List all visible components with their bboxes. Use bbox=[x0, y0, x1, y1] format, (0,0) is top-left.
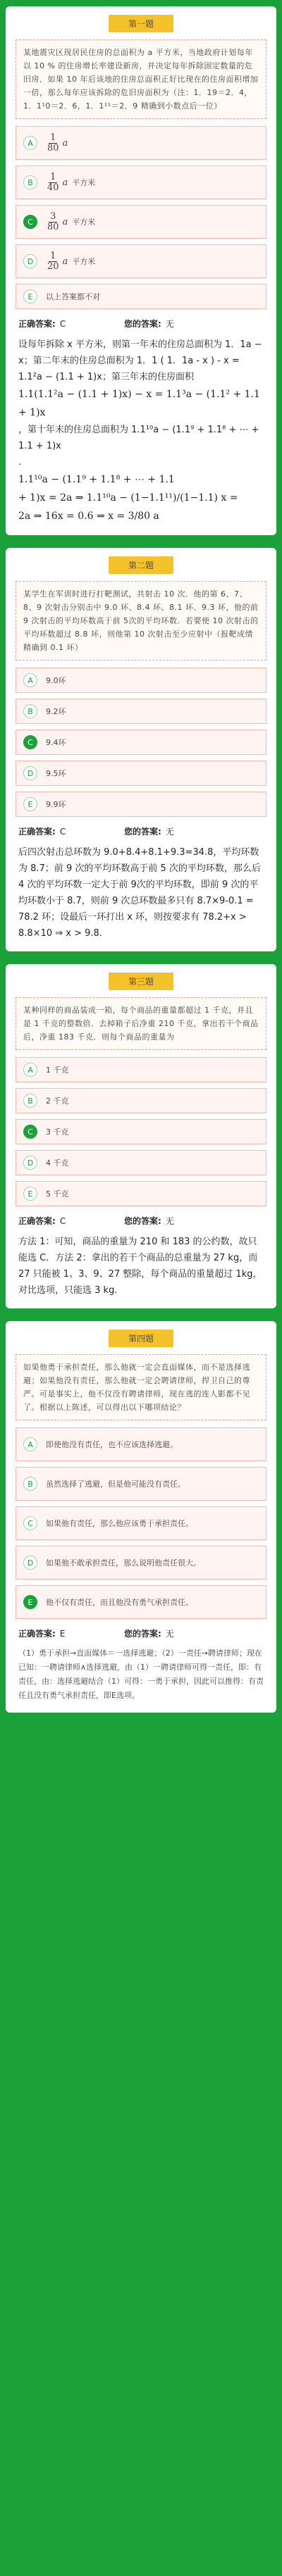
option-letter: C bbox=[23, 1125, 37, 1139]
option-d[interactable]: D 9.5环 bbox=[16, 761, 266, 786]
option-letter: A bbox=[23, 1063, 37, 1077]
option-letter: B bbox=[23, 1094, 37, 1108]
your-answer-label: 您的答案: bbox=[124, 827, 161, 837]
analysis-math: 2a ⇒ 16x = 0.6 ⇒ x = 3/80 a bbox=[18, 511, 159, 522]
your-answer-label: 您的答案: bbox=[124, 319, 161, 329]
correct-answer-label: 正确答案: bbox=[18, 1216, 56, 1226]
option-c[interactable]: C $\frac{3}{80}$ a 平方米 bbox=[16, 205, 266, 239]
option-d[interactable]: D $\frac{1}{20}$ a 平方米 bbox=[16, 244, 266, 278]
option-a[interactable]: A 9.0环 bbox=[16, 668, 266, 693]
option-b[interactable]: B 9.2环 bbox=[16, 699, 266, 724]
option-c[interactable]: C 如果他有责任，那么他应该勇于承担责任。 bbox=[16, 1506, 266, 1540]
analysis-text: 方法 1：可知，商品的重量为 210 和 183 的公约数，故只能选 C．方法 2：拿出的若干个商品的总重量为 27 kg，而 27 只能被 1、3、9、27 整除，每个商品的重量超过 1kg，对比选项，只能选 3 kg． bbox=[18, 1237, 262, 1296]
option-letter: B bbox=[23, 175, 37, 189]
option-e[interactable]: E 5 千克 bbox=[16, 1181, 266, 1206]
question-title: 第三题 bbox=[109, 973, 173, 990]
option-letter: E bbox=[23, 289, 37, 304]
your-answer-value: 无 bbox=[165, 1216, 174, 1226]
question-card-1 bbox=[6, 6, 276, 535]
option-a[interactable]: A 即使他没有责任，也不应该选择逃避。 bbox=[16, 1427, 266, 1461]
analysis-text: （1）勇于承担→直面媒体＝一选择逃避；（2）一责任→聘请律师；现在已知：一聘请律师∧选择逃避，由（1）一聘请律师可得一责任，即：有责任，由：选择逃避结合（1）可得：一勇于承担，因此可以推得：有责任且没有勇气承担责任，即E选项。 bbox=[18, 1649, 264, 1700]
answer-row bbox=[18, 318, 266, 330]
analysis-text: 后四次射击总环数为 9.0+8.4+8.1+9.3=34.8，平均环数为 8.7；前 9 次的平均环数高于前 5 次的平均环数，那么后 4 次的平均环数一定大于前 9次的平均环数，即前 9 次的平均环数小于 8.7，则前 9 次总环数最多只有 8.7×9-0.1 = 78.2 环；设最后一环打出 x 环，则按要求有 78.2+x > 8.8×10 ⇒ x > 9.8. bbox=[18, 847, 261, 939]
option-d[interactable]: D 如果他不敢承担责任，那么说明他责任很大。 bbox=[16, 1546, 266, 1580]
option-letter: D bbox=[23, 766, 37, 780]
option-letter: D bbox=[23, 254, 37, 268]
fraction: $\frac{1}{20}$ bbox=[47, 250, 59, 272]
option-letter: A bbox=[23, 136, 37, 150]
question-title: 第四题 bbox=[109, 1330, 173, 1347]
question-card-4 bbox=[6, 1321, 276, 1713]
analysis-text: ，第十年末的住房总面积为 1.1¹⁰a − (1.1⁹ + 1.1⁸ + ⋯ + 1.1 + 1)x bbox=[18, 425, 259, 451]
option-c[interactable]: C 9.4环 bbox=[16, 730, 266, 755]
fraction: $\frac{1}{80}$ bbox=[47, 132, 59, 154]
answer-row bbox=[18, 825, 266, 837]
question-text: 某学生在军训时进行打靶测试，共射击 10 次．他的第 6、7、8、9 次射击分别击中 9.0 环、8.4 环、8.1 环、9.3 环，他的前 9 次射击的平均环数高于前 5次的平均环数．若要使 10 次射击的平均环数超过 8.8 环，则他第 10 次射击至少应射中（报靶成绩精确到 0.1 环） bbox=[16, 581, 266, 661]
option-e[interactable]: E 以上答案都不对 bbox=[16, 284, 266, 309]
option-d[interactable]: D 4 千克 bbox=[16, 1150, 266, 1175]
question-text: 如果他勇于承担责任，那么他就一定会直面媒体，而不是选择逃避；如果他没有责任，那么他就一定会聘请律师，捍卫自己的尊严。可是事实上，他不仅没有聘请律师，现在逃的连人影都不见了。根据以上陈述，可以得出以下哪项结论？ bbox=[16, 1354, 266, 1420]
analysis-math: + 1)x = 2a ⇒ 1.1¹⁰a − (1−1.1¹¹)/(1−1.1) x = bbox=[18, 492, 238, 504]
answer-row bbox=[18, 1627, 266, 1639]
option-letter: A bbox=[23, 1437, 37, 1451]
correct-answer-label: 正确答案: bbox=[18, 827, 56, 837]
option-letter: D bbox=[23, 1556, 37, 1570]
question-card-2 bbox=[6, 548, 276, 951]
question-card-3 bbox=[6, 964, 276, 1308]
correct-answer-label: 正确答案: bbox=[18, 319, 56, 329]
your-answer-label: 您的答案: bbox=[124, 1216, 161, 1226]
option-b[interactable]: B 2 千克 bbox=[16, 1088, 266, 1113]
analysis-text: 设每年拆除 x 平方米，则第一年末的住房总面积为 1．1a − x；第二年末的住房总面积为 1．1 ( 1．1a - x ) - x = 1.1²a − (1.1 + 1)x；第三年末的住房面积 bbox=[18, 339, 262, 382]
analysis-text: . bbox=[18, 457, 22, 468]
option-e[interactable]: E 9.9环 bbox=[16, 792, 266, 817]
analysis-math: 1.1¹⁰a − (1.1⁹ + 1.1⁸ + ⋯ + 1.1 bbox=[18, 474, 175, 485]
your-answer-value: 无 bbox=[165, 1629, 174, 1639]
question-text: 某地震灾区现居民住房的总面积为 a 平方米，当地政府计划每年以 10 % 的住房增长率建设新房，并决定每年拆除固定数量的危旧房．如果 10 年后该地的住房总面积正好比现在的住房面积增加一倍，那么每年应该拆除的危旧房面积为（注：1．19＝2．4，1．1¹0＝2．6，1．1¹¹＝2．9 精确到小数点后一位） bbox=[16, 39, 266, 119]
correct-answer-value: C bbox=[59, 1216, 66, 1226]
analysis-math: 1.1(1.1²a − (1.1 + 1)x) − x = 1.1³a − (1.1² + 1.1 + 1)x bbox=[18, 389, 260, 418]
correct-answer-label: 正确答案: bbox=[18, 1629, 56, 1639]
option-letter: D bbox=[23, 1156, 37, 1170]
your-answer-label: 您的答案: bbox=[124, 1629, 161, 1639]
answer-row bbox=[18, 1215, 266, 1227]
correct-answer-value: E bbox=[59, 1629, 66, 1639]
option-b[interactable]: B $\frac{1}{40}$ a 平方米 bbox=[16, 165, 266, 199]
option-letter: E bbox=[23, 797, 37, 811]
option-c[interactable]: C 3 千克 bbox=[16, 1119, 266, 1144]
option-letter: B bbox=[23, 1477, 37, 1491]
option-a[interactable]: A $\frac{1}{80}$ a bbox=[16, 126, 266, 160]
option-letter: E bbox=[23, 1187, 37, 1201]
correct-answer-value: C bbox=[59, 319, 66, 329]
option-letter: A bbox=[23, 673, 37, 687]
option-b[interactable]: B 虽然选择了逃避，但是他可能没有责任。 bbox=[16, 1467, 266, 1501]
question-title: 第一题 bbox=[109, 15, 173, 32]
question-text: 某种同样的商品装成一箱，每个商品的重量都超过 1 千克，并且是 1 千克的整数倍．去掉箱子后净重 210 千克，拿出若干个商品后，净重 183 千克．则每个商品的重量为 bbox=[16, 997, 266, 1050]
your-answer-value: 无 bbox=[165, 319, 174, 329]
question-title: 第二题 bbox=[109, 556, 173, 574]
option-letter: C bbox=[23, 735, 37, 749]
option-letter: C bbox=[23, 1516, 37, 1530]
correct-answer-value: C bbox=[59, 827, 66, 837]
your-answer-value: 无 bbox=[165, 827, 174, 837]
option-a[interactable]: A 1 千克 bbox=[16, 1057, 266, 1082]
option-letter: E bbox=[23, 1595, 37, 1609]
option-letter: C bbox=[23, 215, 37, 229]
fraction: $\frac{1}{40}$ bbox=[47, 171, 59, 193]
option-e[interactable]: E 他不仅有责任，而且他没有勇气承担责任。 bbox=[16, 1585, 266, 1619]
option-letter: B bbox=[23, 704, 37, 718]
fraction: $\frac{3}{80}$ bbox=[47, 211, 59, 232]
